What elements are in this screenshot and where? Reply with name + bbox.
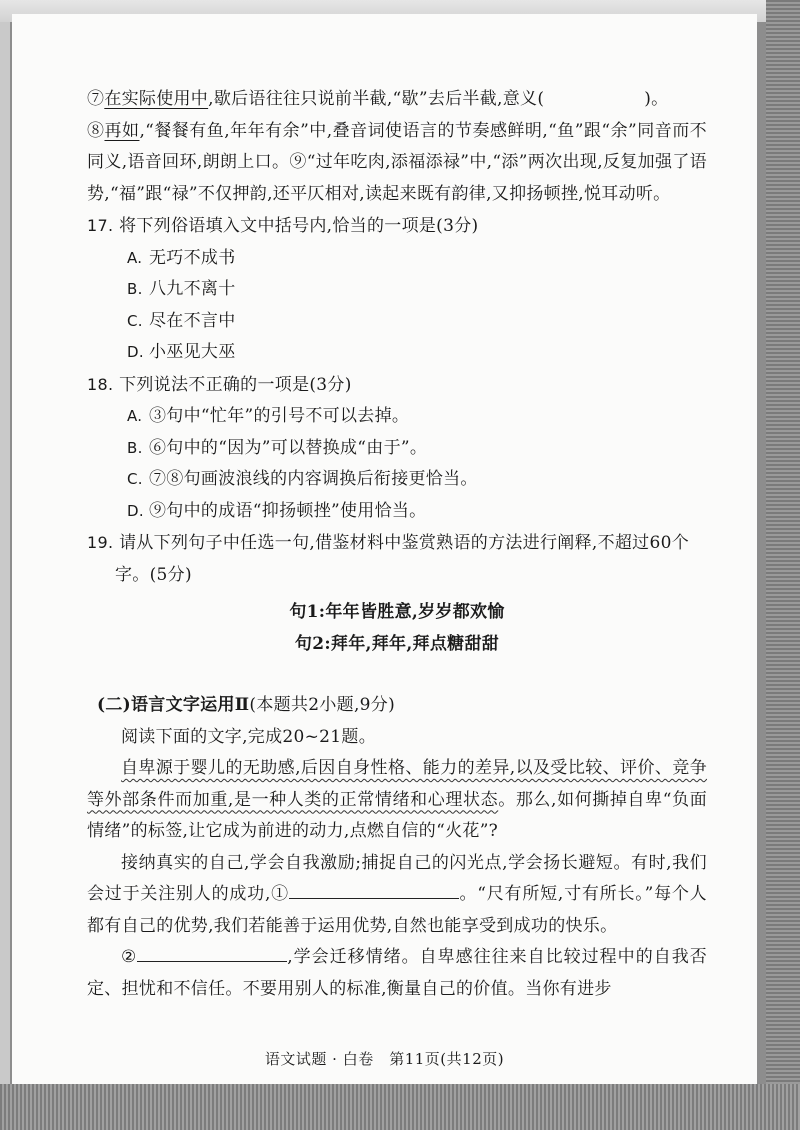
- question-17-option-b: B. 八九不离十: [127, 279, 236, 299]
- question-19: 19. 请从下列句子中任选一句,借鉴材料中鉴赏熟语的方法进行阐释,不超过60个字。(5分): [87, 533, 690, 585]
- question-17: 17. 将下列俗语填入文中括号内,恰当的一项是(3分): [87, 216, 479, 236]
- scan-edge-bottom: [0, 1084, 800, 1130]
- fill-blank-1[interactable]: [289, 880, 459, 899]
- reading-paragraph-1: 自卑源于婴儿的无助感,后因自身性格、能力的差异,以及受比较、评价、竞争等外部条件而加重,是一种人类的正常情绪和心理状态。那么,如何撕掉自卑“负面情绪”的标签,让它成为前进的动力,点燃自信的“火花”?: [87, 758, 707, 841]
- question-17-option-a: A. 无巧不成书: [127, 247, 236, 268]
- page-footer: 语文试题 · 白卷 第11页(共12页): [264, 1050, 505, 1068]
- question-18: 18. 下列说法不正确的一项是(3分): [87, 374, 352, 395]
- question-19-sentence-2: 句2:拜年,拜年,拜点糖甜甜: [294, 633, 500, 654]
- section-2-instruction: 阅读下面的文字,完成20~21题。: [121, 726, 377, 747]
- passage-continuation: ⑦在实际使用中,歇后语往往只说前半截,“歇”去后半截,意义( )。 ⑧再如,“餐餐有鱼,年年有余”中,叠音词使语言的节奏感鲜明,“鱼”跟“余”同音而不同义,语音回环,朗朗上口。⑨“过年吃肉,添福添禄”中,“添”两次出现,反复加强了语势,“福”跟“禄”不仅押韵,还平仄相对,读起来既有韵律,又抑扬顿挫,悦耳动听。: [87, 89, 707, 204]
- wavy-underlined-text: 自卑源于婴儿的无助感,后因自身性格、能力的差异,以及受比较、评价、竞争等外部条件而加重,是一种人类的正常情绪和心理状态: [87, 758, 707, 810]
- underlined-phrase-7: 在实际使用中: [104, 89, 209, 109]
- reading-paragraph-3: ② ,学会迁移情绪。自卑感往往来自比较过程中的自我否定、担忧和不信任。不要用别人的标准,衡量自己的价值。当你有进步: [87, 942, 707, 1005]
- section-2-heading: (二)语言文字运用Ⅱ(本题共2小题,9分): [97, 695, 396, 715]
- underlined-phrase-8: 再如: [104, 120, 140, 141]
- question-19-sentence-1: 句1:年年皆胜意,岁岁都欢愉: [289, 602, 505, 622]
- question-18-option-c: C. ⑦⑧句画波浪线的内容调换后衔接更恰当。: [127, 469, 478, 489]
- reading-paragraph-2: 接纳真实的自己,学会自我激励;捕捉自己的闪光点,学会扬长避短。有时,我们会过于关注别人的成功,① 。“尺有所短,寸有所长。”每个人都有自己的优势,我们若能善于运用优势,自然也能享受到成功的快乐。: [87, 852, 707, 936]
- fill-blank-2[interactable]: [137, 943, 287, 962]
- question-18-option-a: A. ③句中“忙年”的引号不可以去掉。: [127, 406, 410, 426]
- exam-page: [12, 14, 757, 1084]
- question-17-option-c: C. 尽在不言中: [127, 310, 236, 331]
- question-18-option-b: B. ⑥句中的“因为”可以替换成“由于”。: [127, 437, 428, 458]
- page-content: [87, 84, 707, 1005]
- question-18-option-d: D. ⑨句中的成语“抑扬顿挫”使用恰当。: [127, 500, 427, 521]
- scan-edge-right: [766, 0, 800, 1130]
- question-17-option-d: D. 小巫见大巫: [127, 342, 236, 362]
- scan-edge-left: [0, 0, 10, 1130]
